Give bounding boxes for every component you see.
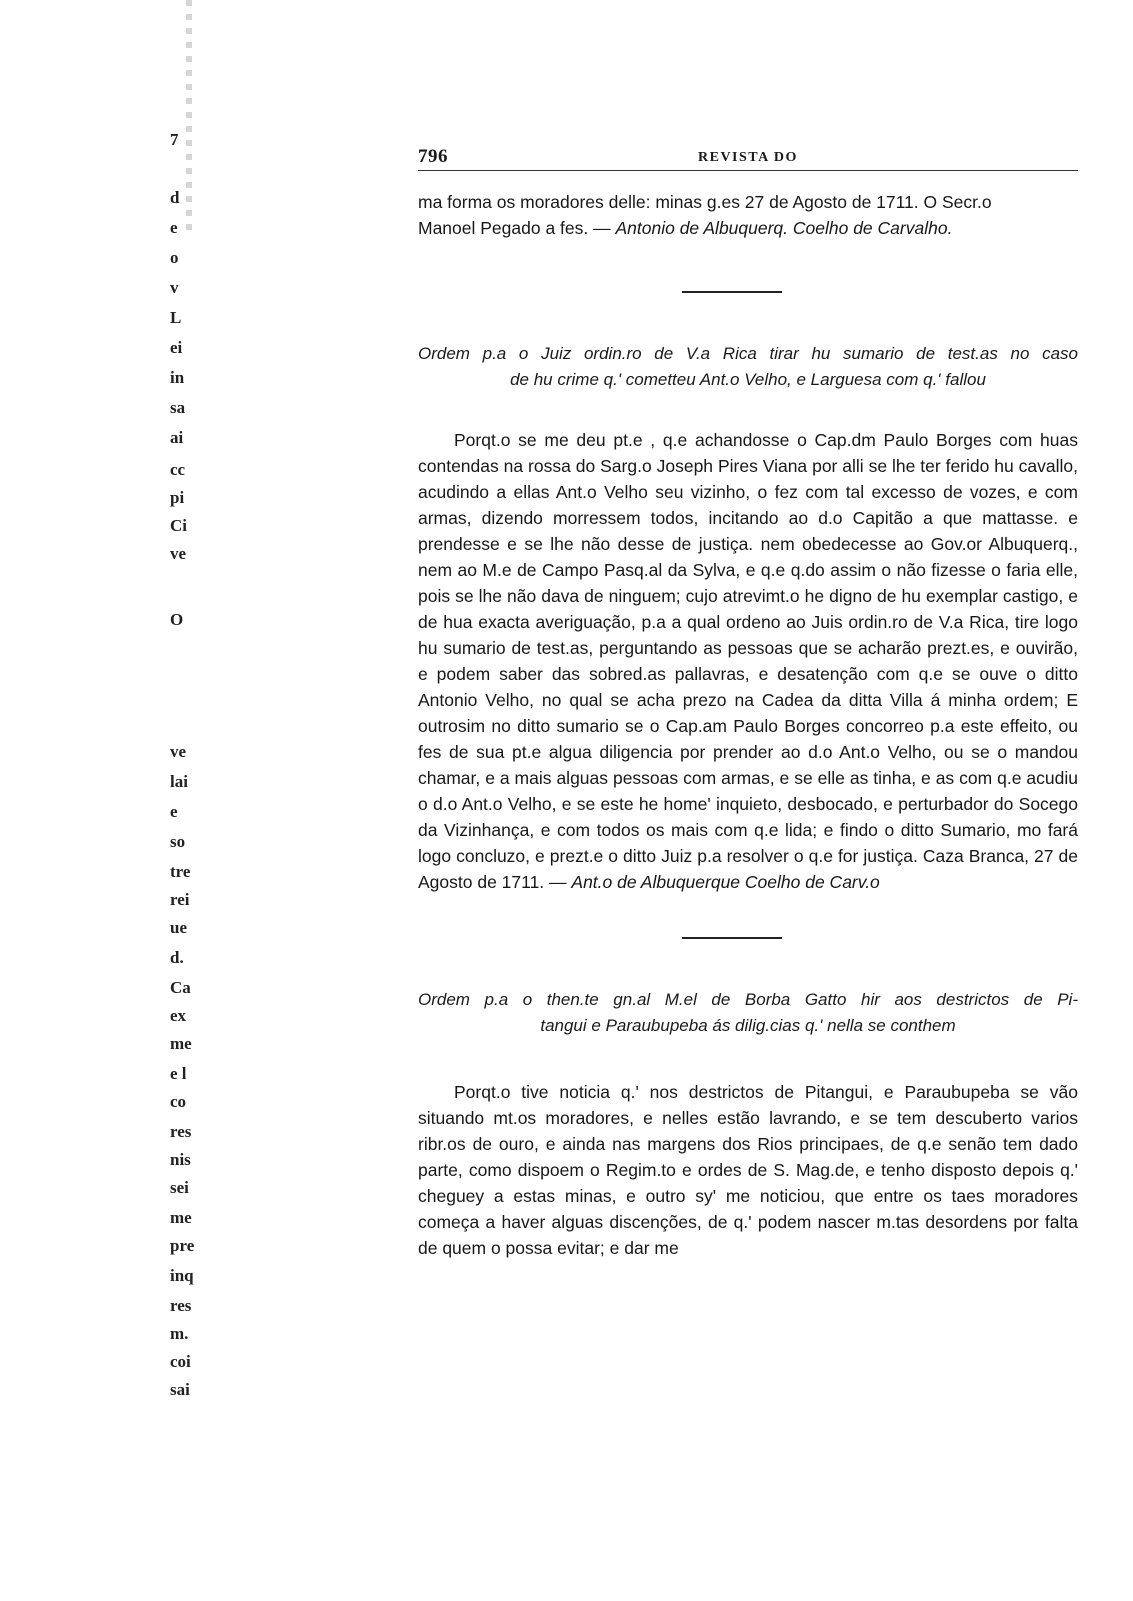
order-1-title-line-2: de hu crime q.' cometteu Ant.o Velho, e Larguesa com q.' fallou [510, 370, 986, 389]
facing-page-fragment: Ci [170, 516, 187, 535]
order-1-title-line-1: Ordem p.a o Juiz ordin.ro de V.a Rica tirar hu sumario de test.as no caso [418, 344, 1078, 363]
facing-page-fragment: inq [170, 1266, 194, 1285]
order-1-title [418, 341, 1078, 393]
facing-page-fragment: ue [170, 918, 187, 937]
facing-page-fragment: e l [170, 1064, 187, 1083]
continuation-signature: Antonio de Albuquerq. Coelho de Carvalho. [615, 218, 953, 238]
continuation-line-2 [418, 215, 1078, 241]
facing-page-fragment: Ca [170, 978, 191, 997]
facing-page-fragment: res [170, 1122, 192, 1141]
page-bleed-marks [186, 0, 192, 230]
facing-page-fragment: so [170, 832, 186, 851]
facing-page-fragment: coi [170, 1352, 191, 1371]
facing-page-fragment: ex [170, 1006, 187, 1025]
continuation-text [418, 189, 1078, 241]
facing-page-fragment: 7 [170, 130, 179, 149]
order-2-body: Porqt.o tive noticia q.' nos destrictos de Pitangui, e Paraubupeba se vão situando mt.os moradores, e nelles estão lavrando, e se tem descuberto varios ribr.os de ouro, e ainda nas margens dos Rios principaes, de q.e senão tem dado parte, como dispoem o Regim.to e ordes de S. Mag.de, e tenho disposto depois q.' cheguey a estas minas, e outro sy' me noticiou, que entre os taes moradores começa a haver alguas discenções, de q.' podem nascer m.tas desordens por falta de quem o possa evitar; e dar me [418, 1082, 1078, 1258]
facing-page-fragment: in [170, 368, 185, 387]
order-1-body-text: Porqt.o se me deu pt.e , q.e achandosse o Cap.dm Paulo Borges com huas contendas na rossa do Sarg.o Joseph Pires Viana por alli se lhe ter ferido hu cavallo, acudindo a ellas Ant.o Velho seu vizinho, o fez com tal excesso de vozes, e com armas, dizendo morressem todos, incitando ao d.o Capitão a que mattasse. e prendesse e se lhe não desse de justiça. nem obedecesse ao Gov.or Albuquerq., nem ao M.e de Campo Pasq.al da Sylva, e q.e q.do assim o não fizesse o faria elle, pois se lhe não dava de ninguem; cujo atrevimt.o he digno de hu exemplar castigo, e de hua exacta averiguação, p.a a qual ordeno ao Juis ordin.ro de V.a Rica, tire logo hu sumario de test.as, perguntando as pessoas que se acharão prezt.es, e ouvirão, e podem saber das sobred.as pallavras, e desatenção com q.e se ouve o ditto Antonio Velho, no qual se acha prezo na Cadea da ditta Villa á minha ordem; E outrosim no ditto sumario se o Cap.am Paulo Borges concorreo p.a este effeito, ou fes de sua pt.e algua diligencia por prender ao d.o Ant.o Velho, ou se o mandou chamar, e a mais alguas pessoas com armas, e se elle as tinha, e as com q.e acudiu o d.o Ant.o Velho, e se este he home' inquieto, desbocado, e perturbador do Socego da Vizinhança, e com todos os mais com q.e lida; e findo o ditto Sumario, mo fará logo concluzo, e prezt.e o ditto Juiz p.a resolver o q.e for justiça. Caza Branca, 27 de Agosto de 1711. — [418, 430, 1078, 892]
facing-page-fragment: ve [170, 544, 187, 563]
facing-page-fragment: res [170, 1296, 192, 1315]
continuation-text-plain: Manoel Pegado a fes. — [418, 218, 616, 238]
facing-page-fragment: sei [170, 1178, 189, 1197]
facing-page-fragment: o [170, 248, 179, 267]
running-head [418, 140, 1078, 171]
section-divider-2 [682, 937, 782, 939]
order-1-signature: Ant.o de Albuquerque Coelho de Carv.o [571, 872, 880, 892]
order-2-title-line-2: tangui e Paraubupeba ás dilig.cias q.' nella se conthem [540, 1016, 956, 1035]
facing-page-fragment: nis [170, 1150, 191, 1169]
journal-title: REVISTA DO [698, 150, 798, 165]
order-1-body [418, 427, 1078, 895]
facing-page-fragment: pi [170, 488, 185, 507]
continuation-line-1: ma forma os moradores delle: minas g.es 27 de Agosto de 1711. O Secr.o [418, 192, 992, 212]
facing-page-fragment: ei [170, 338, 183, 357]
facing-page-fragment: d. [170, 948, 184, 967]
order-2-title [418, 987, 1078, 1039]
facing-page-fragment: v [170, 278, 179, 297]
facing-page-fragment: e [170, 802, 178, 821]
facing-page-fragment: sai [170, 1380, 190, 1399]
facing-page-fragment: L [170, 308, 182, 327]
section-divider [682, 291, 782, 293]
facing-page-fragment: ai [170, 428, 184, 447]
facing-page-fragment: lai [170, 772, 188, 791]
facing-page-fragment: co [170, 1092, 187, 1111]
facing-page-fragment: O [170, 610, 184, 629]
facing-page-fragment: d [170, 188, 180, 207]
facing-page-fragment: tre [170, 862, 191, 881]
facing-page-fragment: m. [170, 1324, 189, 1343]
facing-page-fragment: rei [170, 890, 190, 909]
facing-page-fragment: me [170, 1034, 192, 1053]
book-page [418, 140, 1078, 1261]
facing-page-fragment: e [170, 218, 178, 237]
facing-page-fragment: ve [170, 742, 187, 761]
facing-page-fragment: me [170, 1208, 192, 1227]
order-2-title-line-1: Ordem p.a o then.te gn.al M.el de Borba Gatto hir aos destrictos de Pi- [418, 990, 1078, 1009]
facing-page-fragment: cc [170, 460, 186, 479]
facing-page-fragment: pre [170, 1236, 195, 1255]
page-number: 796 [418, 146, 448, 167]
facing-page-fragment: sa [170, 398, 186, 417]
